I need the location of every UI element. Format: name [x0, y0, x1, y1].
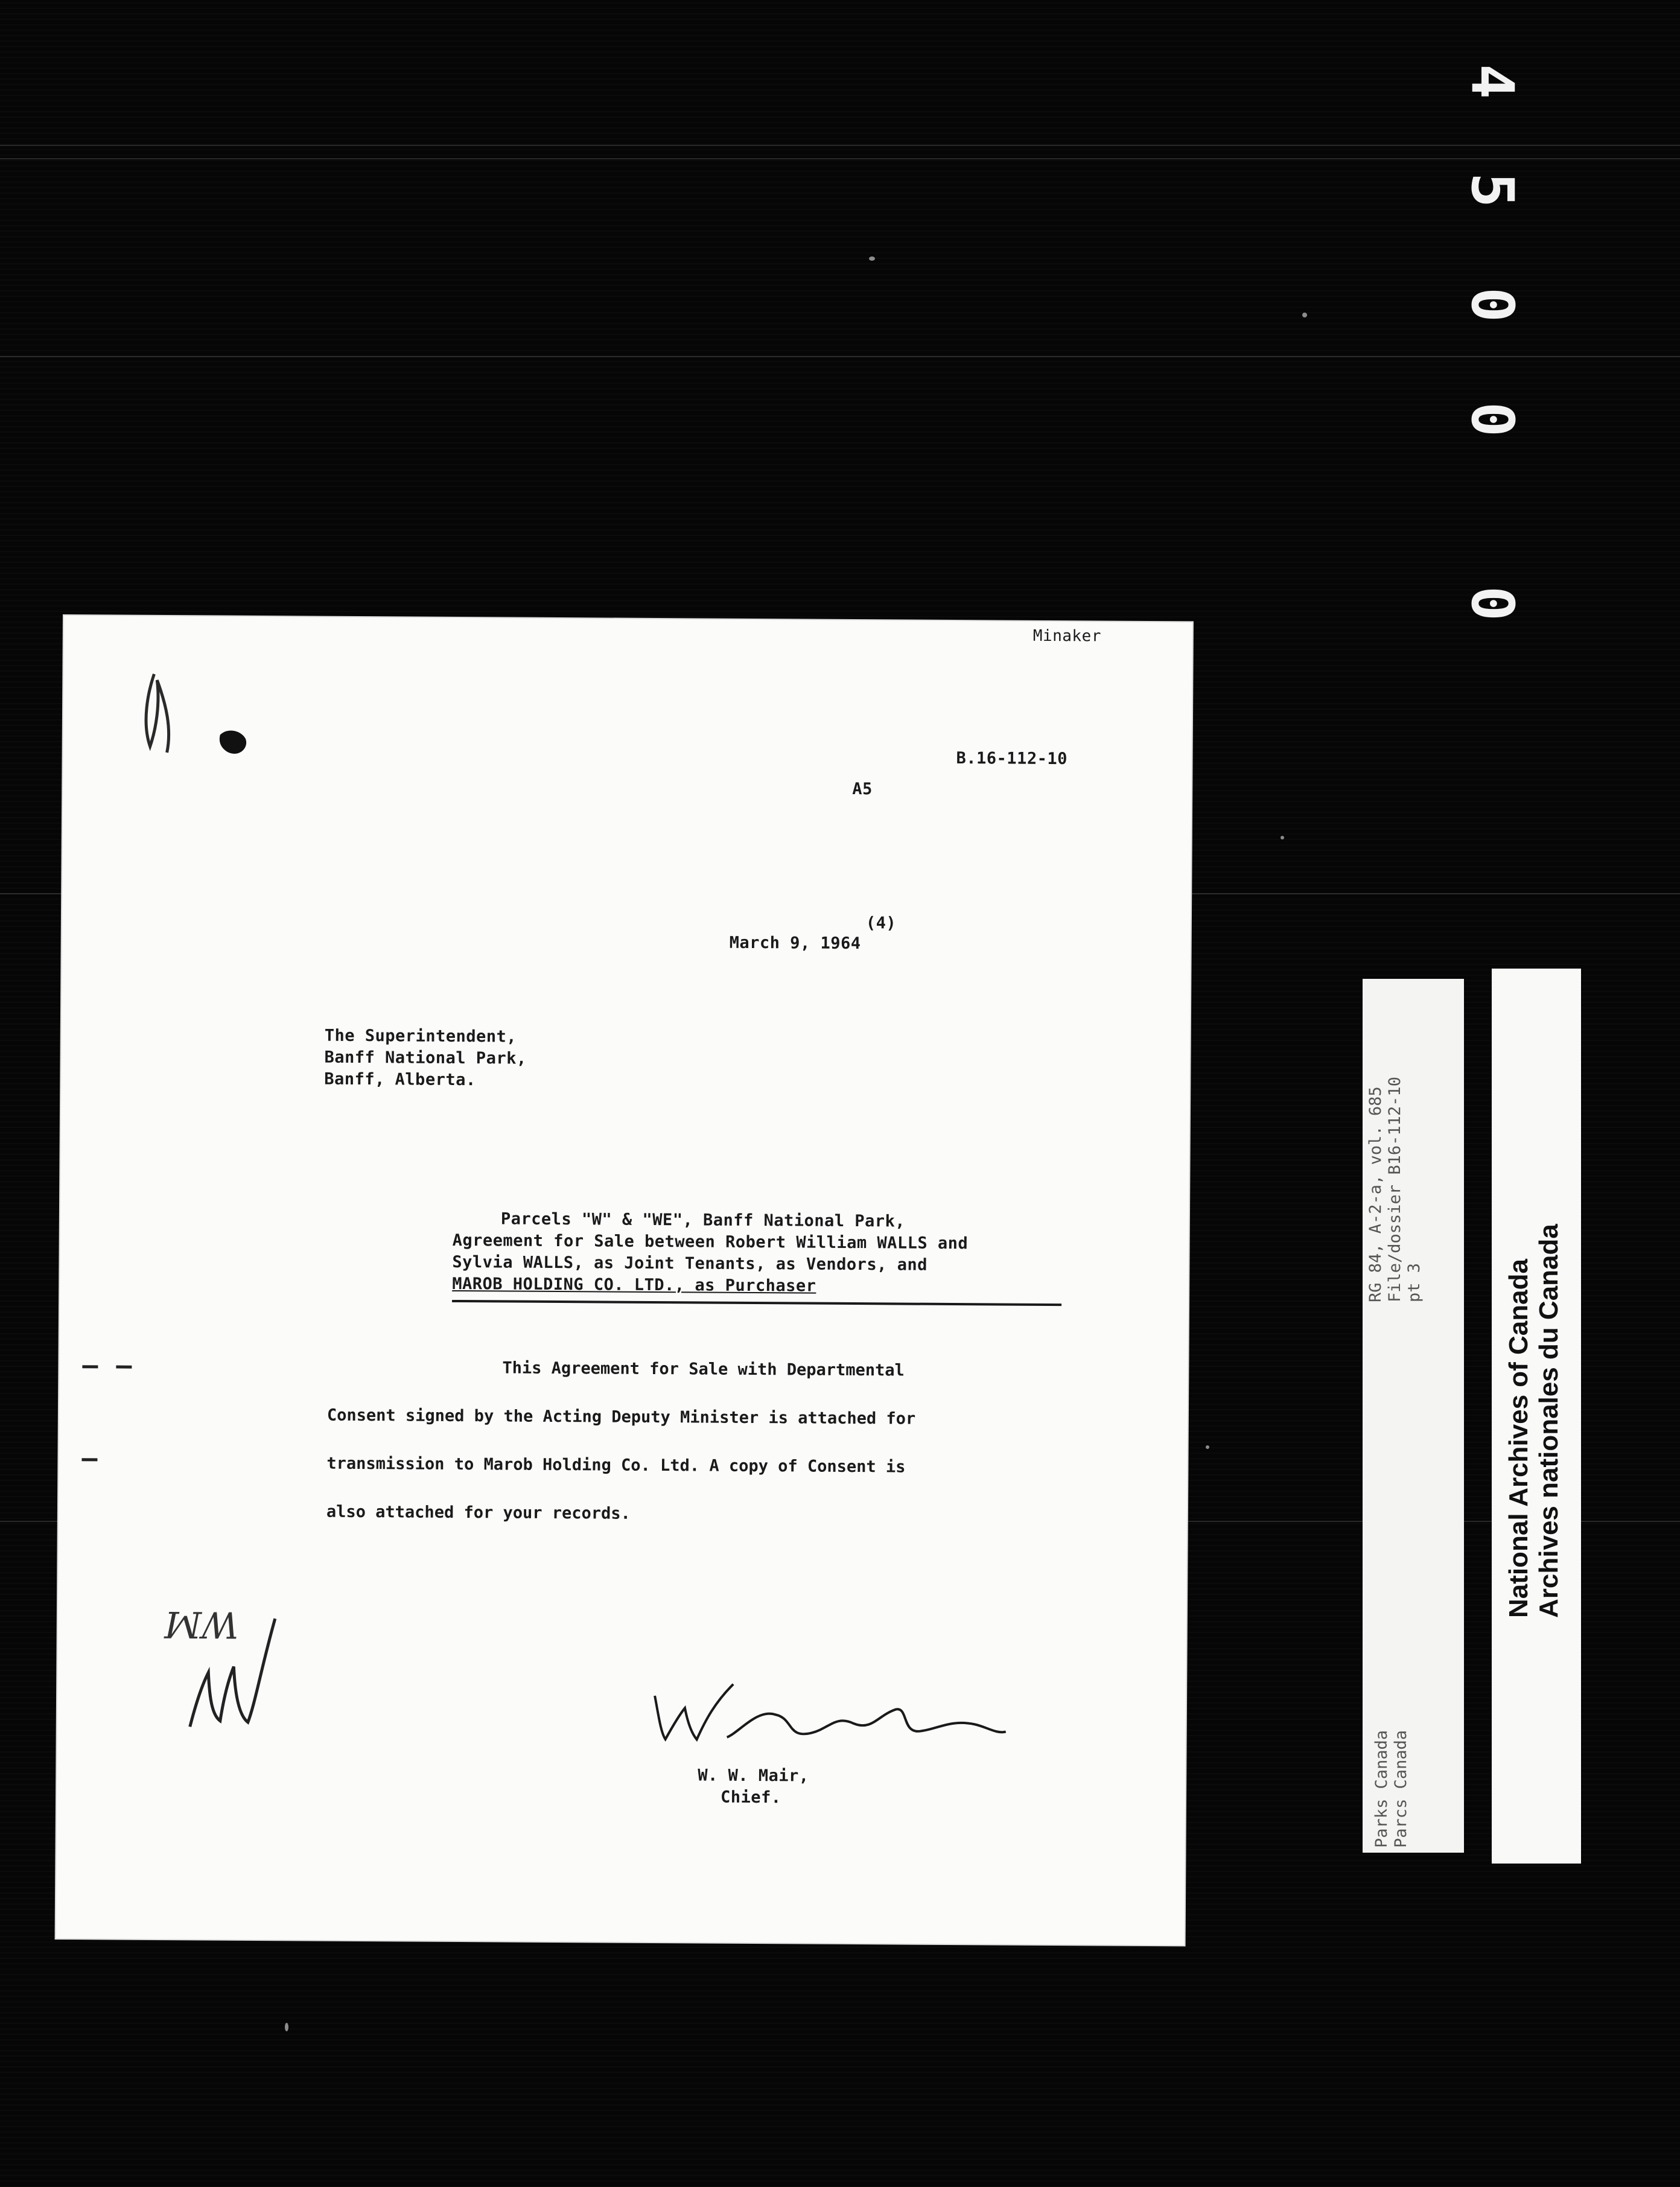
copy-number: (4) [865, 914, 897, 933]
subject-line: Parcels "W" & "WE", Banff National Park, [500, 1209, 906, 1231]
frame-digit: 0 [1459, 287, 1526, 322]
archive-reference-line: pt 3 [1405, 1262, 1424, 1302]
subject-underline [452, 1300, 1061, 1306]
initials-text: WM [164, 1603, 240, 1646]
body-line: transmission to Marob Holding Co. Ltd. A copy of Consent is [326, 1454, 906, 1477]
addressee-line: The Superintendent, [324, 1026, 517, 1046]
signer-name: W. W. Mair, [698, 1766, 809, 1786]
handwritten-initials [154, 1594, 311, 1740]
margin-dash [81, 1458, 97, 1461]
body-line: also attached for your records. [326, 1502, 631, 1523]
body-line: This Agreement for Sale with Departmental [502, 1358, 905, 1380]
letter-date: March 9, 1964 [729, 933, 861, 953]
signature [636, 1672, 1011, 1759]
margin-dash [116, 1366, 132, 1369]
film-scratch [0, 145, 1680, 146]
signer-title: Chief. [720, 1787, 781, 1807]
national-archives-line: Archives nationales du Canada [1534, 1224, 1564, 1618]
film-scratch [0, 356, 1680, 357]
film-speck [1302, 313, 1307, 317]
archive-reference-label [1363, 979, 1464, 1853]
film-speck [285, 2023, 288, 2031]
national-archives-label [1492, 969, 1581, 1864]
archive-footer-text [1372, 1730, 1411, 1848]
frame-number [1459, 48, 1526, 640]
header-name: Minaker [1032, 626, 1101, 646]
film-speck [1281, 836, 1284, 839]
archive-footer-line: Parks Canada [1372, 1730, 1391, 1848]
handwritten-mark [111, 655, 256, 789]
addressee-line: Banff, Alberta. [324, 1069, 476, 1090]
frame-digit: 0 [1459, 402, 1526, 437]
national-archives-text [1504, 1224, 1564, 1618]
national-archives-line: National Archives of Canada [1504, 1259, 1533, 1618]
archive-reference-text [1366, 1077, 1424, 1302]
subject-line: MAROB HOLDING CO. LTD., as Purchaser [452, 1274, 816, 1296]
film-speck [1206, 1445, 1209, 1449]
body-paragraph [326, 1343, 1124, 1541]
film-scratch [0, 158, 1680, 159]
file-number: B.16-112-10 [956, 749, 1068, 769]
archive-footer-line: Parcs Canada [1392, 1730, 1410, 1848]
archive-reference-line: File/dossier B16-112-10 [1386, 1077, 1404, 1302]
film-speck [869, 256, 875, 261]
frame-digit: 0 [1459, 586, 1526, 621]
frame-digit: 4 [1459, 64, 1526, 99]
margin-dash [82, 1365, 98, 1368]
body-line: Consent signed by the Acting Deputy Minister is attached for [326, 1405, 916, 1428]
addressee-line: Banff National Park, [324, 1048, 527, 1068]
file-code: A5 [852, 779, 873, 799]
archive-reference-line: RG 84, A-2-a, vol. 685 [1366, 1086, 1385, 1302]
subject-line: Agreement for Sale between Robert William WALLS and [452, 1230, 969, 1253]
subject-line: Sylvia WALLS, as Joint Tenants, as Vendors, and [452, 1252, 928, 1275]
letter-page [56, 616, 1192, 1945]
frame-digit: 5 [1459, 173, 1526, 208]
